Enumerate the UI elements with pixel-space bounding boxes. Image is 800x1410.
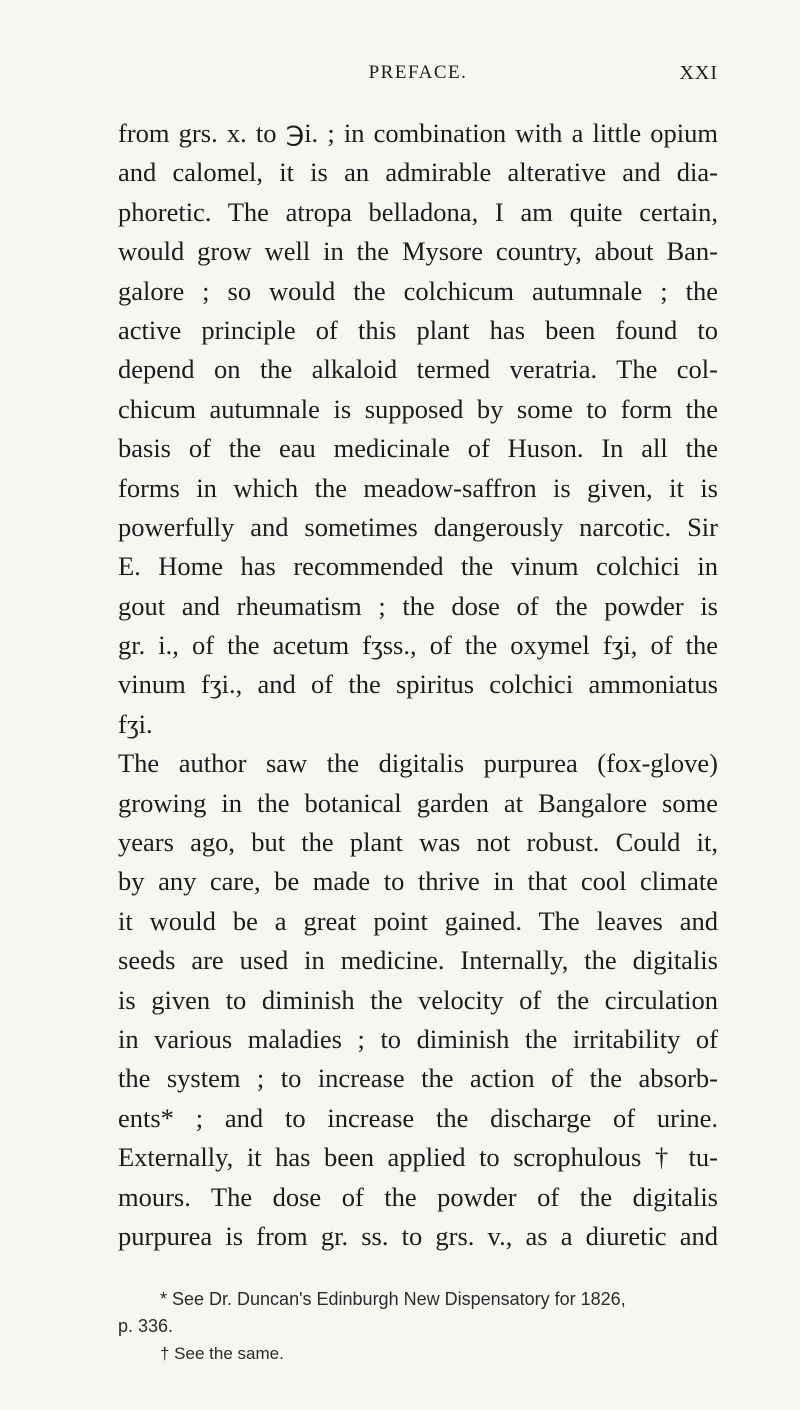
text-line: chicum autumnale is supposed by some to form the — [118, 393, 718, 424]
text-line: basis of the eau medicinale of Huson. In all the — [118, 433, 718, 464]
footnote-1-line-1: * See Dr. Duncan's Edinburgh New Dispensatory for 1826, — [160, 1289, 626, 1309]
text-line: Externally, it has been applied to scrophulous † tu- — [118, 1142, 718, 1173]
footnote-2: † See the same. — [160, 1344, 284, 1363]
text-line: from grs. x. to ℈i. ; in combination with a little opium — [118, 118, 718, 148]
running-head: PREFACE. — [368, 62, 468, 83]
book-page — [118, 0, 718, 1410]
text-line: vinum fʒi., and of the spiritus colchici ammoniatus — [118, 669, 718, 700]
text-line: in various maladies ; to diminish the irritability of — [118, 1023, 718, 1054]
text-line: mours. The dose of the powder of the digitalis — [118, 1181, 718, 1212]
text-line: E. Home has recommended the vinum colchici in — [118, 551, 718, 582]
text-line: would grow well in the Mysore country, about Ban- — [118, 236, 718, 267]
text-line: ents* ; and to increase the discharge of urine. — [118, 1102, 718, 1133]
text-line: it would be a great point gained. The leaves and — [118, 905, 718, 936]
footnote-1-line-2: p. 336. — [118, 1316, 174, 1336]
page-header — [118, 62, 718, 92]
text-line: fʒi. — [118, 708, 153, 739]
text-line: seeds are used in medicine. Internally, the digitalis — [118, 945, 718, 976]
text-line: and calomel, it is an admirable alterative and dia- — [118, 157, 718, 188]
footnotes — [118, 1286, 718, 1367]
text-line: by any care, be made to thrive in that cool climate — [118, 866, 718, 897]
text-line: years ago, but the plant was not robust. Could it, — [118, 827, 718, 858]
text-line: purpurea is from gr. ss. to grs. v., as a diuretic and — [118, 1220, 718, 1251]
text-line: the system ; to increase the action of the absorb- — [118, 1063, 718, 1094]
text-line: growing in the botanical garden at Bangalore some — [118, 787, 718, 818]
text-line: active principle of this plant has been found to — [118, 314, 718, 345]
text-line: forms in which the meadow-saffron is given, it is — [118, 472, 718, 503]
text-line: gout and rheumatism ; the dose of the powder is — [118, 590, 718, 621]
text-line: powerfully and sometimes dangerously narcotic. Sir — [118, 511, 718, 542]
page-number: XXI — [679, 62, 718, 84]
text-line: phoretic. The atropa belladona, I am quite certain, — [118, 196, 718, 227]
body-text — [118, 114, 718, 1256]
text-line: gr. i., of the acetum fʒss., of the oxymel fʒi, of the — [118, 630, 718, 661]
text-line: The author saw the digitalis purpurea (fox-glove) — [118, 748, 718, 779]
text-line: depend on the alkaloid termed veratria. The col- — [118, 354, 718, 385]
text-line: galore ; so would the colchicum autumnale ; the — [118, 275, 718, 306]
text-line: is given to diminish the velocity of the circulation — [118, 984, 718, 1015]
